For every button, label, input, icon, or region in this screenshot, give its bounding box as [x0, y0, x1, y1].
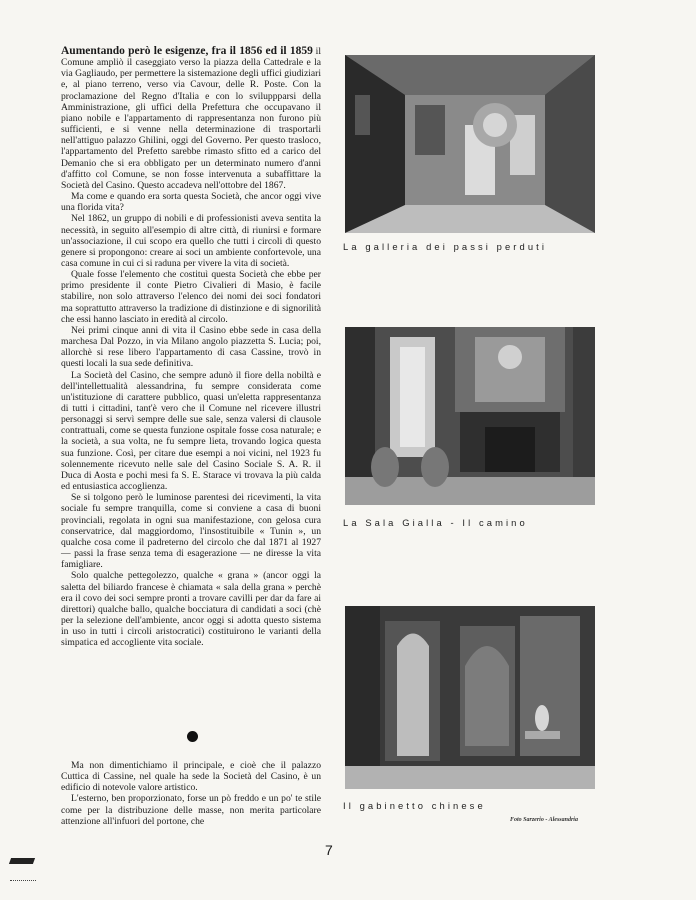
- photo-sala-gialla: [345, 327, 595, 505]
- paragraph: Nei primi cinque anni di vita il Casino ebbe sede in casa della marchesa Dal Pozzo, in via Milano angolo piazzetta S. Lucia; poi, allorchè si rese libero l'appartamento di casa Cassine, trovò in questi locali la sua sede definitiva.: [61, 324, 321, 370]
- photo-galleria: [345, 55, 595, 233]
- article-column-bottom: [61, 760, 321, 827]
- scan-mark-icon: [9, 858, 35, 864]
- caption-sala-gialla: La Sala Gialla - Il camino: [343, 517, 528, 528]
- paragraph: La Società del Casino, che sempre adunò il fiore della nobiltà e dell'intellettualità alessandrina, fu sempre considerata come un'istituzione di carattere pubblico, quasi un'eletta rappresentanza di tutti i cittadini, tant'è vero che il Comune nel ricevere illustri personaggi si servì sempre delle sue sale, senza valersi di clausole contrattuali, come se questa funzione ospitale fosse cosa naturale; e la società, a sua volta, ne fu sempre lieta, trovando logica questa sua funzione. Così, per citare due esempi a noi vicini, nel 1923 fu solennemente ricevuto nelle sale del Casino Sociale S. A. R. il Duca di Aosta e pochi mesi fa S. E. Starace vi trovava la più calda ed entusiastica accoglienza.: [61, 369, 321, 493]
- paragraph: Se si tolgono però le luminose parentesi dei ricevimenti, la vita sociale fu sempre tranquilla, come si conviene a casa di buoni provinciali, regolata in ogni sua manifestazione, con gelosa cura conservatrice, dal maggiordomo, l'insostituibile « Tunin », un qualche cosa come il padreterno del circolo che dal 1871 al 1927 — passi la frase senza tema di esagerazione — ne diresse la vita famigliare.: [61, 492, 321, 571]
- paragraph: Quale fosse l'elemento che costituì questa Società che ebbe per primo presidente il conte Pietro Civalieri di Masio, è facile stabilire, non solo attraverso l'elenco dei nomi dei soci fondatori ma soprattutto attraverso la tradizione di distinzione e di signorilità che essi hanno lasciato in eredità al circolo.: [61, 269, 321, 325]
- paragraph: Ma non dimentichiamo il principale, e cioè che il palazzo Cuttica di Cassine, nel quale ha sede la Società del Casino, è un edificio di notevole valore artistico.: [61, 760, 321, 794]
- lead-paragraph: [61, 46, 321, 191]
- paragraph: L'esterno, ben proporzionato, forse un pò freddo e un po' te stile come per la distribuzione delle masse, non merita particolare attenzione all'infuori del portone, che: [61, 793, 321, 827]
- paragraph: Ma come e quando era sorta questa Società, che ancor oggi vive una florida vita?: [61, 191, 321, 214]
- photo-gabinetto-chinese: [345, 606, 595, 789]
- caption-gabinetto-chinese: Il gabinetto chinese: [343, 800, 486, 811]
- paragraph: Solo qualche pettegolezzo, qualche « grana » (ancor oggi la saletta del biliardo francese è chiamata « sala della grana » perchè era il covo dei soci sempre pronti a trovare cavilli per dar da fare ai direttori) qualche ballo, qualche bocciatura di candidati a soci (chè per la selezione dell'ambiente, ancor oggi si adotta questo sistema in uso in tutti i circoli aristocratici) costituirono le varianti della simpatica ed accogliente vita sociale.: [61, 570, 321, 649]
- section-bullet-icon: [187, 731, 198, 742]
- paragraph: Nel 1862, un gruppo di nobili e di professionisti aveva sentita la necessità, in seguito all'esempio di altre città, di riunirsi e formare un'associazione, il cui scopo era quello che tutti i circoli di questo genere si propongono: creare ai soci un ambiente confortevole, una casa comune in cui ci si raduna per vivere la vita di società.: [61, 213, 321, 269]
- caption-galleria: La galleria dei passi perduti: [343, 241, 548, 252]
- lead-text: il Comune ampliò il caseggiato verso la piazza della Cattedrale e la via Gagliaudo, per permettere la sistemazione degli uffici giudiziari e, al piano terreno, verso via Cavour, delle R. Poste. Con la proclamazione del Regno d'Italia e con lo sviluppparsi della Amministrazione, gli uffici della Prefettura che occupavano il piano nobile e l'appartamento di rappresentanza non furono più sufficienti, e si venne nella determinazione di trasportarli nell'attiguo palazzo Ghilini, oggi del Governo. Per questo trasloco, l'appartamento del Prefetto sarebbe rimasto sfitto ed a carico del Demanio che si era obbligato per un determinato numero d'anni d'affitto col Comune, se non fosse intervenuta a subaffittare la Società del Casino. Questo accadeva nell'ottobre del 1867.: [61, 46, 321, 191]
- scan-dots-icon: [10, 880, 36, 884]
- article-column-top: [61, 46, 321, 648]
- page-number: 7: [325, 842, 333, 858]
- photo-credit: Foto Sarzerio - Alessandria: [510, 817, 578, 823]
- lead-heading: Aumentando però le esigenze, fra il 1856 ed il 1859: [61, 45, 313, 57]
